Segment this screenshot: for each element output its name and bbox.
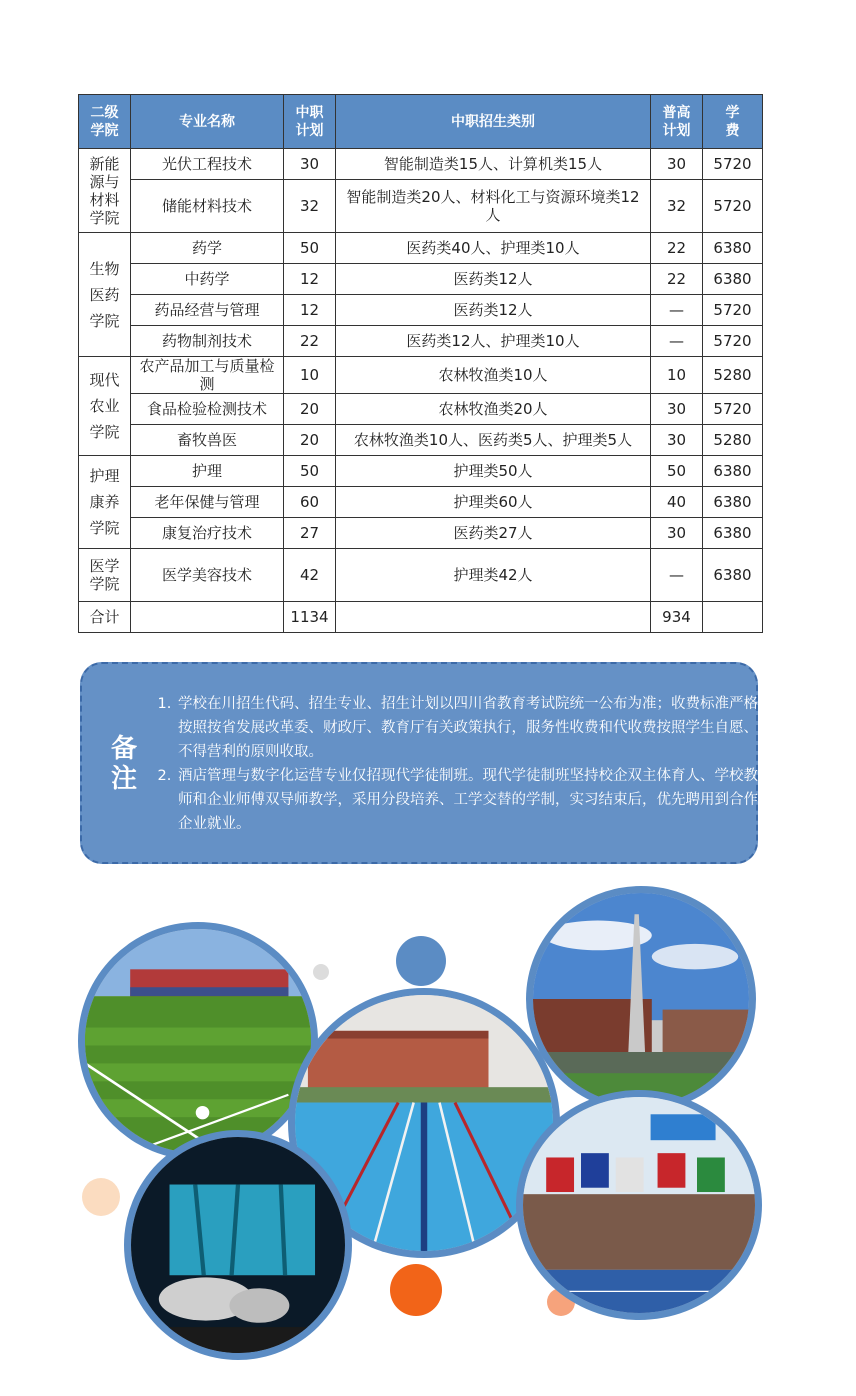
category-cell: 农林牧渔类20人 xyxy=(336,394,651,425)
table-row xyxy=(79,394,763,425)
table-row xyxy=(79,149,763,180)
sec-plan-cell: 12 xyxy=(284,295,336,326)
total-empty-cell xyxy=(703,602,763,633)
table-row xyxy=(79,357,763,394)
deco-circle-orange xyxy=(390,1264,442,1316)
sec-plan-cell: 50 xyxy=(284,456,336,487)
fee-cell: 5720 xyxy=(703,394,763,425)
table-row xyxy=(79,549,763,602)
major-cell: 食品检验检测技术 xyxy=(131,394,284,425)
category-cell: 护理类50人 xyxy=(336,456,651,487)
category-cell: 智能制造类20人、材料化工与资源环境类12人 xyxy=(336,180,651,233)
gen-plan-cell: — xyxy=(651,295,703,326)
fee-cell: 5720 xyxy=(703,180,763,233)
table-row xyxy=(79,326,763,357)
sec-plan-cell: 27 xyxy=(284,518,336,549)
fee-cell: 5720 xyxy=(703,295,763,326)
fee-cell: 6380 xyxy=(703,233,763,264)
header-sec-plan: 中职计划 xyxy=(284,95,336,149)
dept-cell: 护理康养学院 xyxy=(79,456,131,549)
remarks-list xyxy=(154,692,766,836)
header-dept: 二级学院 xyxy=(79,95,131,149)
fee-cell: 6380 xyxy=(703,487,763,518)
major-cell: 光伏工程技术 xyxy=(131,149,284,180)
category-cell: 农林牧渔类10人 xyxy=(336,357,651,394)
header-gen-plan: 普高计划 xyxy=(651,95,703,149)
photo-campus-tower xyxy=(526,886,756,1112)
total-sec-plan: 1134 xyxy=(284,602,336,633)
fee-cell: 5280 xyxy=(703,425,763,456)
category-cell: 智能制造类15人、计算机类15人 xyxy=(336,149,651,180)
dept-cell: 生物医药学院 xyxy=(79,233,131,357)
total-row xyxy=(79,602,763,633)
total-empty-cell xyxy=(336,602,651,633)
dept-cell: 新能源与材料学院 xyxy=(79,149,131,233)
major-cell: 药物制剂技术 xyxy=(131,326,284,357)
table-row xyxy=(79,264,763,295)
major-cell: 医学美容技术 xyxy=(131,549,284,602)
sec-plan-cell: 20 xyxy=(284,425,336,456)
gen-plan-cell: — xyxy=(651,549,703,602)
category-cell: 医药类40人、护理类10人 xyxy=(336,233,651,264)
table-row xyxy=(79,425,763,456)
table-header-row xyxy=(79,95,763,149)
dept-cell: 医学学院 xyxy=(79,549,131,602)
category-cell: 医药类12人 xyxy=(336,295,651,326)
gen-plan-cell: 22 xyxy=(651,233,703,264)
sec-plan-cell: 60 xyxy=(284,487,336,518)
category-cell: 医药类12人 xyxy=(336,264,651,295)
table-row xyxy=(79,180,763,233)
remark-item: 1. 学校在川招生代码、招生专业、招生计划以四川省教育考试院统一公布为准；收费标准严格按照按省发展改革委、财政厅、教育厅有关政策执行，服务性收费和代收费按照学生自愿、不得营利的原则收取。 xyxy=(176,692,766,764)
gen-plan-cell: 30 xyxy=(651,394,703,425)
table-row xyxy=(79,456,763,487)
sec-plan-cell: 22 xyxy=(284,326,336,357)
category-cell: 医药类27人 xyxy=(336,518,651,549)
fee-cell: 6380 xyxy=(703,456,763,487)
sec-plan-cell: 50 xyxy=(284,233,336,264)
header-fee: 学费 xyxy=(703,95,763,149)
major-cell: 老年保健与管理 xyxy=(131,487,284,518)
fee-cell: 6380 xyxy=(703,518,763,549)
sec-plan-cell: 20 xyxy=(284,394,336,425)
dept-cell: 现代农业学院 xyxy=(79,357,131,456)
table-row xyxy=(79,487,763,518)
fee-cell: 5280 xyxy=(703,357,763,394)
gen-plan-cell: 10 xyxy=(651,357,703,394)
major-cell: 药学 xyxy=(131,233,284,264)
photo-stage-performance xyxy=(124,1130,352,1360)
table-row xyxy=(79,295,763,326)
major-cell: 储能材料技术 xyxy=(131,180,284,233)
fee-cell: 6380 xyxy=(703,549,763,602)
major-cell: 药品经营与管理 xyxy=(131,295,284,326)
sec-plan-cell: 32 xyxy=(284,180,336,233)
total-empty-cell xyxy=(131,602,284,633)
gen-plan-cell: 40 xyxy=(651,487,703,518)
category-cell: 护理类42人 xyxy=(336,549,651,602)
table-row xyxy=(79,518,763,549)
gen-plan-cell: 32 xyxy=(651,180,703,233)
sec-plan-cell: 12 xyxy=(284,264,336,295)
gen-plan-cell: — xyxy=(651,326,703,357)
deco-circle-blue xyxy=(396,936,446,986)
fee-cell: 6380 xyxy=(703,264,763,295)
major-cell: 护理 xyxy=(131,456,284,487)
gen-plan-cell: 22 xyxy=(651,264,703,295)
remarks-box xyxy=(80,662,758,864)
photo-football-field xyxy=(78,922,318,1160)
enrollment-table xyxy=(78,94,763,633)
photo-flag-parade xyxy=(516,1090,762,1320)
header-major: 专业名称 xyxy=(131,95,284,149)
remark-item: 2. 酒店管理与数字化运营专业仅招现代学徒制班。现代学徒制班坚持校企双主体育人、学校教师和企业师傅双导师教学，采用分段培养、工学交替的学制，实习结束后，优先聘用到合作企业就业。 xyxy=(176,764,766,836)
sec-plan-cell: 42 xyxy=(284,549,336,602)
category-cell: 护理类60人 xyxy=(336,487,651,518)
major-cell: 中药学 xyxy=(131,264,284,295)
deco-circle-peach xyxy=(82,1178,120,1216)
major-cell: 农产品加工与质量检测 xyxy=(131,357,284,394)
sec-plan-cell: 30 xyxy=(284,149,336,180)
total-gen-plan: 934 xyxy=(651,602,703,633)
gen-plan-cell: 30 xyxy=(651,425,703,456)
gen-plan-cell: 50 xyxy=(651,456,703,487)
deco-circle-grey xyxy=(313,964,329,980)
gen-plan-cell: 30 xyxy=(651,149,703,180)
category-cell: 农林牧渔类10人、医药类5人、护理类5人 xyxy=(336,425,651,456)
total-label: 合计 xyxy=(79,602,131,633)
major-cell: 畜牧兽医 xyxy=(131,425,284,456)
category-cell: 医药类12人、护理类10人 xyxy=(336,326,651,357)
fee-cell: 5720 xyxy=(703,149,763,180)
remarks-title: 备注 xyxy=(110,734,137,794)
sec-plan-cell: 10 xyxy=(284,357,336,394)
table-row xyxy=(79,233,763,264)
header-category: 中职招生类别 xyxy=(336,95,651,149)
fee-cell: 5720 xyxy=(703,326,763,357)
major-cell: 康复治疗技术 xyxy=(131,518,284,549)
gen-plan-cell: 30 xyxy=(651,518,703,549)
